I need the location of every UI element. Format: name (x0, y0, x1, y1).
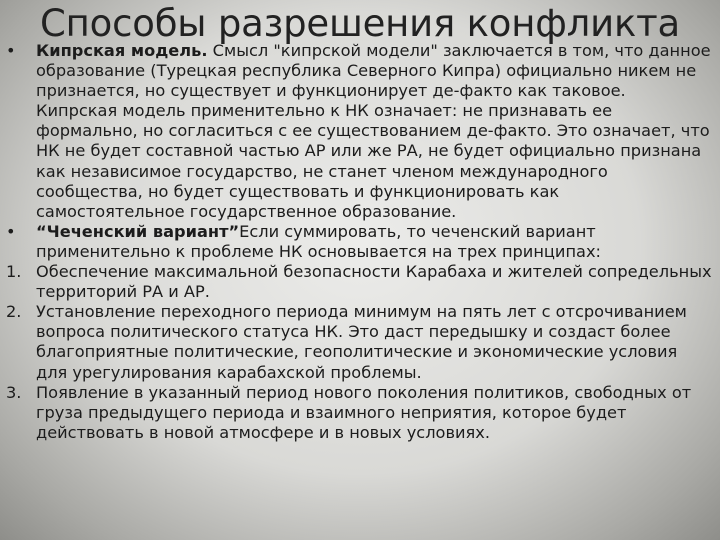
bullet-text: Если суммировать, то чеченский вариант применительно к проблеме НК основывается на трех принципах: (36, 221, 601, 261)
slide-title: Способы разрешения конфликта (40, 2, 680, 45)
bullet-item-cyprus-model (6, 41, 712, 222)
bullet-lead: Кипрская модель. (36, 41, 208, 60)
numbered-item-3 (6, 383, 712, 443)
numbered-text: Обеспечение максимальной безопасности Карабаха и жителей сопредельных территорий РА и АР. (36, 262, 712, 302)
numbered-item-2 (6, 302, 712, 382)
bullet-marker: • (6, 221, 16, 241)
number-marker: 3. (6, 382, 22, 402)
numbered-item-1 (6, 262, 712, 302)
bullet-lead: “Чеченский вариант” (36, 221, 240, 241)
bullet-item-chechen-variant (6, 222, 712, 262)
bullet-marker: • (6, 41, 16, 60)
number-marker: 2. (6, 302, 22, 322)
numbered-text: Появление в указанный период нового поколения политиков, свободных от груза предыдущего периода и взаимного неприятия, которое будет действовать в новой атмосфере и в новых условиях. (36, 382, 692, 442)
slide-body (6, 41, 712, 443)
numbered-text: Установление переходного периода минимум на пять лет с отсрочиванием вопроса политического статуса НК. Это даст передышку и создаст более благоприятные политические, геополитические и экономические условия для урегулирования карабахской проблемы. (36, 302, 687, 382)
bullet-text: Смысл "кипрской модели" заключается в том, что данное образование (Турецкая республика Северного Кипра) официально никем не признается, но существует и функционирует де-факто как таковое. Кипрская модель применительно к НК означает: не признавать ее формально, но согласиться с ее существованием де-факто. Это означает, что НК не будет составной частью АР или же РА, не будет официально признана как независимое государство, не станет членом международного сообщества, но будет существовать и функционировать как самостоятельное государственное образование. (36, 41, 711, 221)
number-marker: 1. (6, 262, 22, 282)
